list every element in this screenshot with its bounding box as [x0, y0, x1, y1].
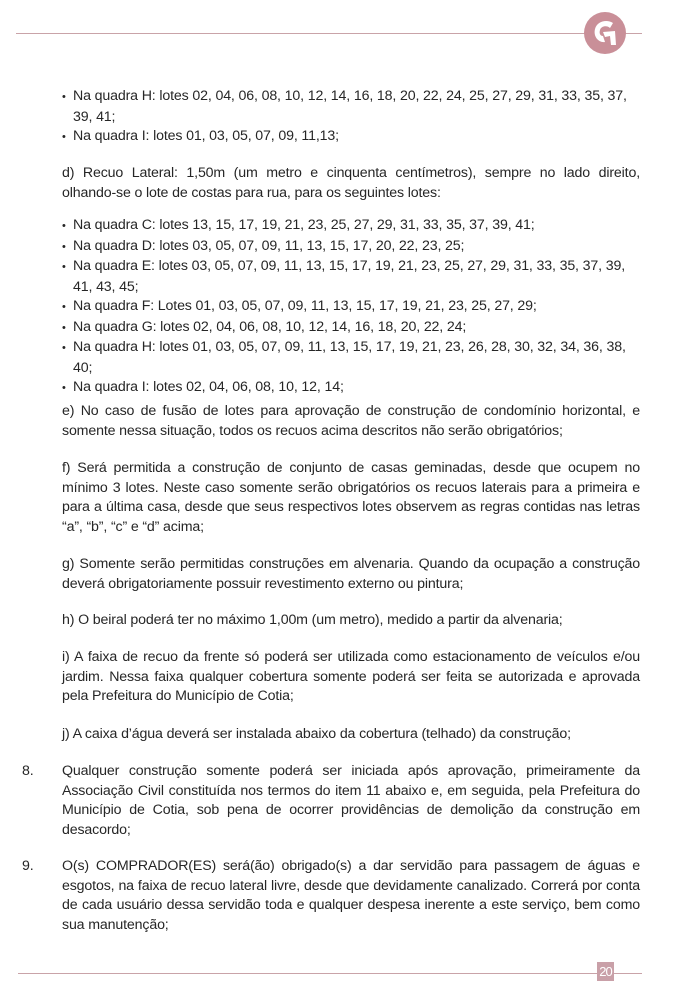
logo-g-icon [583, 11, 627, 55]
list-item-text: Na quadra H: lotes 01, 03, 05, 07, 09, 11, 13, 15, 17, 19, 21, 23, 26, 28, 30, 32, 34, 36, 38, 40; [73, 339, 626, 376]
clause-9 [22, 857, 640, 935]
bullet-icon: • [62, 261, 66, 273]
list-item [62, 237, 640, 258]
header-rule [16, 33, 642, 34]
page-number: 20 [597, 962, 614, 981]
bullet-icon: • [62, 220, 66, 232]
clause-text: Qualquer construção somente poderá ser iniciada após aprovação, primeiramente da Associação Civil constituída nos termos do item 11 abaixo e, em seguida, pela Prefeitura do Município de Cotia, sob pena de ocorrer providências de demolição da construção em desacordo; [62, 763, 640, 838]
bullet-icon: • [62, 342, 66, 354]
clause-8 [22, 762, 640, 840]
clause-number: 8. [22, 763, 34, 779]
clause-text: O(s) COMPRADOR(ES) será(ão) obrigado(s) a dar servidão para passagem de águas e esgotos, na faixa de recuo lateral livre, desde que devidamente canalizado. Correrá por conta de cada usuário dessa servidão toda e qualquer despesa inerente a este serviço, bem como sua manutenção; [62, 858, 640, 933]
list-item [62, 127, 640, 148]
list-item [62, 297, 640, 318]
list-item-text: Na quadra C: lotes 13, 15, 17, 19, 21, 23, 25, 27, 29, 31, 33, 35, 37, 39, 41; [73, 217, 535, 233]
item-d-paragraph: d) Recuo Lateral: 1,50m (um metro e cinquenta centímetros), sempre no lado direito, olhando-se o lote de costas para rua, para os seguintes lotes: [62, 165, 640, 201]
list-item-text: Na quadra F: Lotes 01, 03, 05, 07, 09, 11, 13, 15, 17, 19, 21, 23, 25, 27, 29; [73, 298, 537, 314]
list-item-text: Na quadra G: lotes 02, 04, 06, 08, 10, 12, 14, 16, 18, 20, 22, 24; [73, 318, 467, 335]
list-item [62, 216, 640, 237]
list-item [62, 318, 640, 339]
list-item-text: Na quadra H: lotes 02, 04, 06, 08, 10, 12, 14, 16, 18, 20, 22, 24, 25, 27, 29, 31, 33, 35, 37, 39, 41; [73, 88, 627, 125]
footer-rule [18, 973, 642, 974]
item-i-paragraph: i) A faixa de recuo da frente só poderá ser utilizada como estacionamento de veículos e/ou jardim. Nessa faixa qualquer cobertura somente poderá ser feita se autorizada e aprovada pela Prefeitura do Município de Cotia; [62, 649, 640, 704]
lot-list-top [62, 87, 640, 148]
list-item-text: Na quadra I: lotes 02, 04, 06, 08, 10, 12, 14; [73, 379, 344, 395]
bullet-icon: • [62, 321, 66, 334]
bullet-icon: • [62, 301, 66, 313]
item-g-paragraph: g) Somente serão permitidas construções em alvenaria. Quando da ocupação a construção deverá obrigatoriamente possuir revestimento externo ou pintura; [62, 556, 640, 592]
bullet-icon: • [62, 91, 66, 103]
bullet-icon: • [62, 131, 66, 143]
item-f-paragraph: f) Será permitida a construção de conjunto de casas geminadas, desde que ocupem no mínimo 3 lotes. Neste caso somente serão obrigatórios os recuos laterais para a primeira e para a última casa, desde que seus respectivos lotes observem as regras contidas nas letras “a”, “b”, “c” e “d” acima; [62, 460, 640, 535]
list-item [62, 378, 640, 399]
clause-number: 9. [22, 858, 34, 874]
item-e-paragraph: e) No caso de fusão de lotes para aprovação de construção de condomínio horizontal, e somente nessa situação, todos os recuos acima descritos não serão obrigatórios; [62, 403, 640, 439]
list-item [62, 257, 640, 297]
list-item-text: Na quadra I: lotes 01, 03, 05, 07, 09, 11,13; [73, 128, 339, 144]
list-item-text: Na quadra D: lotes 03, 05, 07, 09, 11, 13, 15, 17, 20, 22, 23, 25; [73, 237, 465, 254]
item-j-paragraph: j) A caixa d’água deverá ser instalada abaixo da cobertura (telhado) da construção; [62, 726, 571, 742]
lot-list-d [62, 216, 640, 399]
list-item-text: Na quadra E: lotes 03, 05, 07, 09, 11, 13, 15, 17, 19, 21, 23, 25, 27, 29, 31, 33, 35, 37, 39, 41, 43, 45; [73, 258, 625, 295]
item-h-paragraph: h) O beiral poderá ter no máximo 1,00m (um metro), medido a partir da alvenaria; [62, 612, 563, 628]
bullet-icon: • [62, 382, 66, 394]
list-item [62, 87, 640, 127]
bullet-icon: • [62, 240, 66, 253]
list-item [62, 338, 640, 378]
